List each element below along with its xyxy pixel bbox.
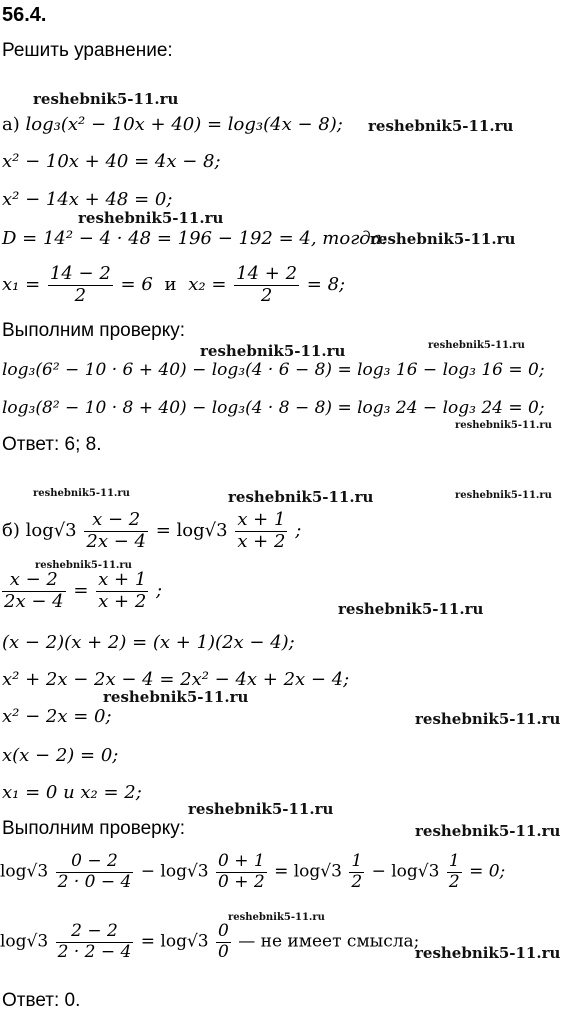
watermark: reshebnik5-11.ru — [228, 488, 374, 506]
watermark: reshebnik5-11.ru — [103, 688, 249, 706]
numerator: 0 — [218, 921, 229, 941]
denominator: 2 — [351, 871, 363, 892]
rhs-denominator: x + 2 — [237, 530, 286, 552]
log-base: log√3 — [293, 861, 342, 882]
check2-result: — не имеет смысла; — [238, 931, 420, 952]
part-b-label: б) — [2, 520, 20, 542]
denominator: 0 + 2 — [218, 871, 265, 892]
minus-sign: − — [371, 861, 386, 882]
equals-sign: = — [140, 931, 155, 952]
part-b-answer: Ответ: 0. — [2, 990, 81, 1011]
log-base: log√3 — [25, 520, 77, 542]
watermark: reshebnik5-11.ru — [455, 490, 552, 501]
equation-text: log₃(x² − 10x + 40) = log₃(4x − 8); — [25, 114, 343, 135]
check1-fraction-1 — [56, 852, 134, 892]
denominator: 2 — [448, 871, 460, 892]
semicolon: ; — [295, 520, 302, 542]
part-b-check2 — [0, 922, 419, 962]
x2-fraction — [234, 264, 299, 306]
minus-sign: − — [140, 861, 155, 882]
part-b-step4: x² − 2x = 0; — [2, 706, 112, 727]
part-a-roots — [2, 264, 345, 306]
numerator: 1 — [351, 851, 363, 871]
lhs-fraction — [84, 510, 148, 552]
step1-rhs-denominator: x + 2 — [98, 590, 147, 612]
x2-result: = 8; — [306, 274, 346, 296]
part-a-step2: x² − 14x + 48 = 0; — [2, 189, 173, 210]
watermark: reshebnik5-11.ru — [415, 822, 561, 840]
watermark: reshebnik5-11.ru — [188, 800, 334, 818]
log-base: log√3 — [0, 861, 49, 882]
part-b-equation — [2, 510, 301, 552]
check1-fraction-4 — [447, 852, 462, 892]
log-base: log√3 — [0, 931, 49, 952]
log-base: log√3 — [391, 861, 440, 882]
watermark: reshebnik5-11.ru — [78, 209, 224, 227]
check1-fraction-3 — [349, 852, 364, 892]
x1-denominator: 2 — [74, 284, 87, 306]
problem-number: 56.4. — [2, 4, 47, 26]
part-a-step1: x² − 10x + 40 = 4x − 8; — [2, 151, 221, 172]
denominator: 2 · 2 − 4 — [57, 941, 132, 962]
watermark: reshebnik5-11.ru — [228, 912, 325, 923]
equals-sign: = — [274, 861, 289, 882]
rhs-fraction — [235, 510, 287, 552]
watermark: reshebnik5-11.ru — [35, 560, 132, 571]
part-b-check-title: Выполним проверку: — [2, 818, 186, 839]
part-a-discriminant: D = 14² − 4 · 48 = 196 − 192 = 4, тогда: — [2, 228, 388, 249]
watermark: reshebnik5-11.ru — [428, 340, 525, 351]
step1-rhs-numerator: x + 1 — [98, 569, 147, 590]
part-a-answer: Ответ: 6; 8. — [2, 434, 102, 455]
part-b-step3: x² + 2x − 2x − 4 = 2x² − 4x + 2x − 4; — [2, 669, 350, 690]
watermark: reshebnik5-11.ru — [33, 90, 179, 108]
denominator: 2 · 0 − 4 — [57, 871, 132, 892]
step1-rhs-fraction — [96, 570, 148, 612]
part-b-check1 — [0, 852, 505, 892]
x2-label: x₂ = — [188, 274, 227, 296]
check2-fraction-2 — [216, 922, 231, 962]
watermark: reshebnik5-11.ru — [368, 117, 514, 135]
watermark: reshebnik5-11.ru — [370, 230, 516, 248]
part-a-equation — [2, 114, 343, 135]
x1-numerator: 14 − 2 — [49, 263, 111, 284]
lhs-denominator: 2x − 4 — [86, 530, 146, 552]
rhs-numerator: x + 1 — [237, 509, 286, 530]
x1-fraction — [48, 264, 113, 306]
equals-sign: = — [73, 580, 89, 602]
watermark: reshebnik5-11.ru — [200, 342, 346, 360]
log-base: log√3 — [160, 861, 209, 882]
semicolon: ; — [156, 580, 163, 602]
conjunction: и — [164, 274, 177, 296]
step1-lhs-denominator: 2x − 4 — [4, 590, 64, 612]
check1-result: = 0; — [469, 861, 506, 882]
lhs-numerator: x − 2 — [84, 510, 148, 532]
check1-fraction-2 — [216, 852, 267, 892]
x1-label: x₁ = — [2, 274, 41, 296]
part-a-check1: log₃(6² − 10 · 6 + 40) − log₃(4 · 6 − 8) = log₃ 16 − log₃ 16 = 0; — [2, 360, 545, 380]
part-b-step5: x(x − 2) = 0; — [2, 745, 119, 766]
numerator: 0 − 2 — [56, 852, 134, 873]
watermark: reshebnik5-11.ru — [415, 710, 561, 728]
log-base: log√3 — [176, 520, 228, 542]
equals-sign: = — [155, 520, 171, 542]
part-b-step1 — [0, 570, 162, 612]
part-a-label: а) — [2, 114, 20, 135]
numerator: 1 — [448, 851, 460, 871]
part-a-check-title: Выполним проверку: — [2, 320, 186, 341]
numerator: 2 − 2 — [56, 922, 134, 943]
part-a-check2: log₃(8² − 10 · 8 + 40) − log₃(4 · 8 − 8) = log₃ 24 − log₃ 24 = 0; — [2, 398, 545, 418]
step1-lhs-numerator: x − 2 — [2, 570, 66, 592]
denominator: 0 — [218, 941, 229, 962]
watermark: reshebnik5-11.ru — [33, 488, 130, 499]
x2-numerator: 14 + 2 — [236, 263, 298, 284]
task-statement: Решить уравнение: — [2, 40, 173, 61]
watermark: reshebnik5-11.ru — [415, 944, 561, 962]
numerator: 0 + 1 — [218, 851, 265, 871]
part-b-roots: x₁ = 0 и x₂ = 2; — [2, 782, 142, 803]
x2-denominator: 2 — [260, 284, 273, 306]
log-base: log√3 — [160, 931, 209, 952]
check2-fraction-1 — [56, 922, 134, 962]
part-b-step2: (x − 2)(x + 2) = (x + 1)(2x − 4); — [2, 632, 295, 653]
watermark: reshebnik5-11.ru — [338, 600, 484, 618]
x1-result: = 6 — [120, 274, 153, 296]
step1-lhs-fraction — [2, 570, 66, 612]
watermark: reshebnik5-11.ru — [455, 420, 552, 431]
